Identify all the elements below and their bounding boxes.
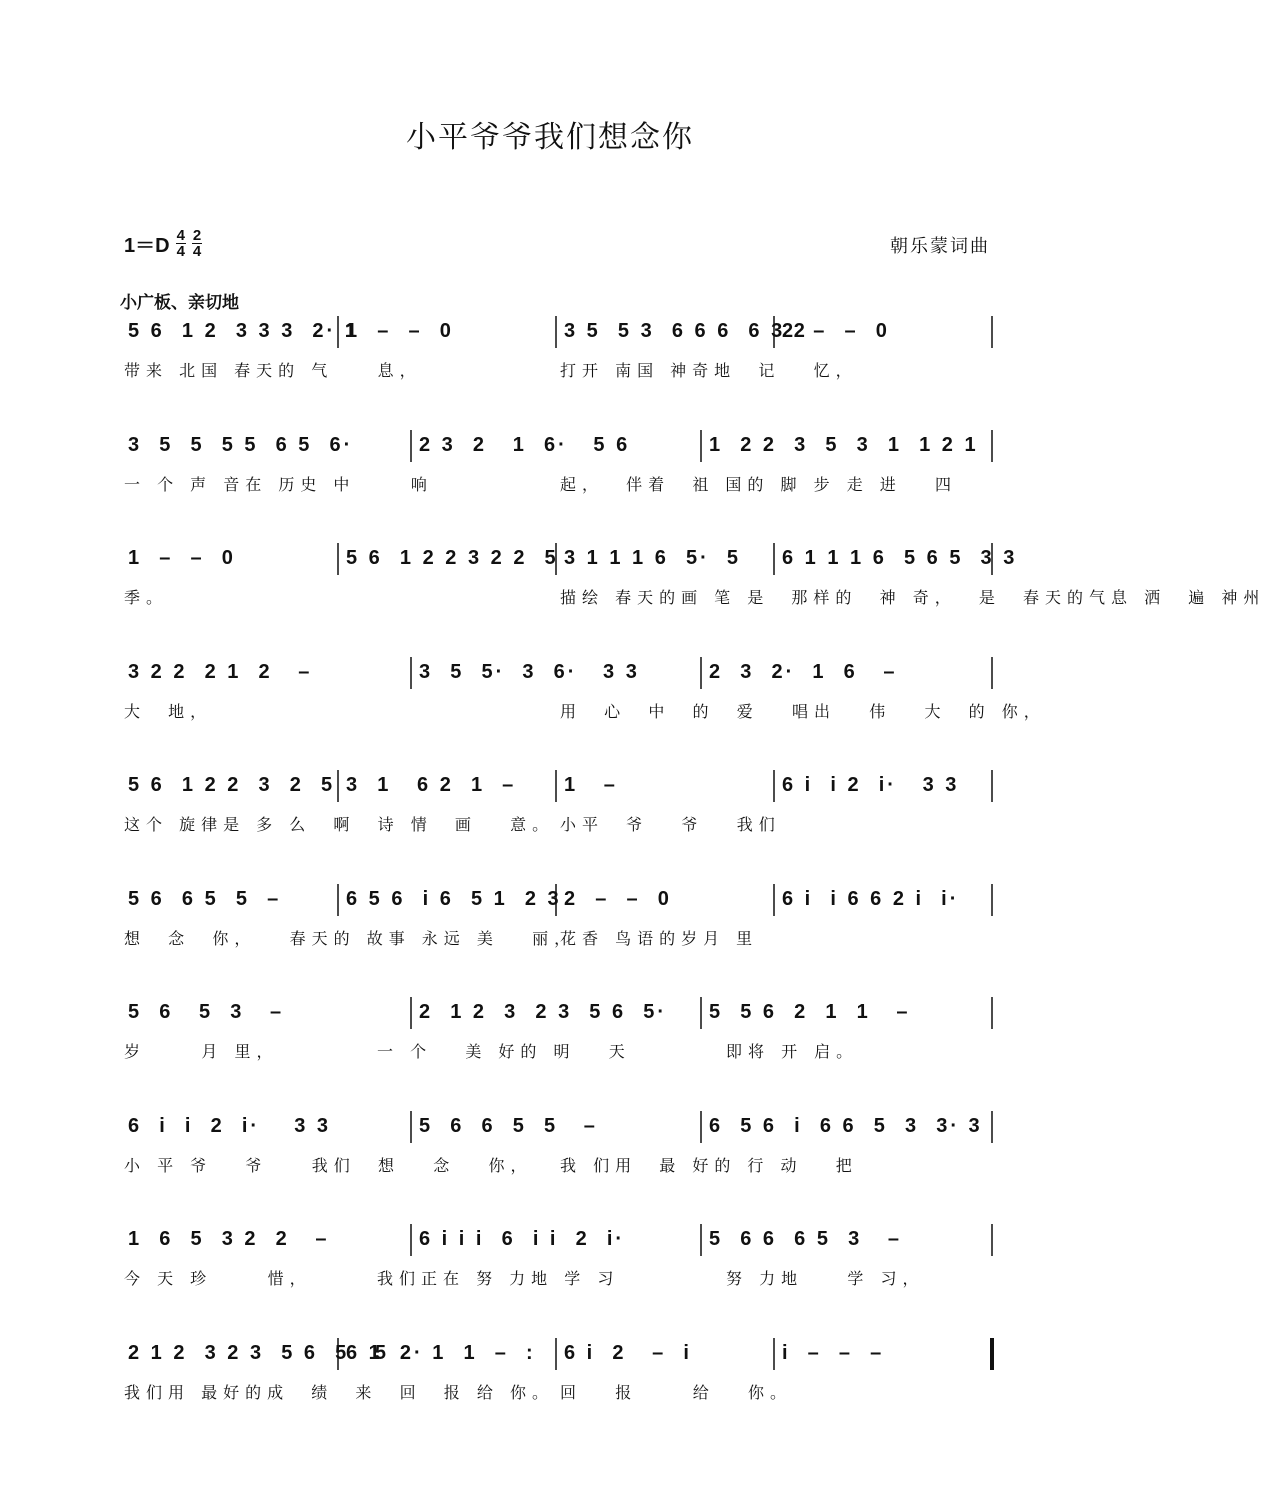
measure: 5 6 1 2 3 3 3 2· 1 bbox=[128, 320, 359, 342]
measure: 2 – – 0 bbox=[782, 320, 890, 342]
lyric-phrase: 这个 旋律是 多 么 啊 诗 情 画 意。 bbox=[124, 815, 555, 834]
measure: 2 3 2 1 6· 5 6 bbox=[419, 434, 631, 456]
key-signature bbox=[124, 228, 202, 259]
lyric-phrase: 用 心 中 的 爱 唱出 伟 大 的 你， bbox=[560, 702, 1046, 721]
measure: 6 5 6 i 6 5 1 2 3 bbox=[346, 888, 562, 910]
time-signature-1 bbox=[176, 228, 186, 259]
lyric-phrase: 岁 月 里， bbox=[124, 1042, 279, 1061]
measure: 6 i 2 – i bbox=[564, 1342, 692, 1364]
measure: 3 2 2 2 1 2 – bbox=[128, 661, 313, 683]
lyric-phrase: 我 们用 最 好的 行 动 把 bbox=[560, 1156, 858, 1175]
measure: 3 1 1 1 6 5· 5 bbox=[564, 547, 741, 569]
measure: 1 – – 0 bbox=[346, 320, 454, 342]
measure: 6 5 6 i 6 6 5 3 3· 3 bbox=[709, 1115, 983, 1137]
lyric-phrase: 打开 南国 神奇地 记 忆， bbox=[560, 361, 858, 380]
measure: 5 6 6 6 5 3 – bbox=[709, 1228, 902, 1250]
lyric-phrase: 想 念 你， 春天的 故事 永远 美 丽， bbox=[124, 929, 577, 948]
lyric-phrase: 一 个 美 好的 明 天 bbox=[377, 1042, 631, 1061]
measure: 5 6 6 5 5 – bbox=[419, 1115, 598, 1137]
tempo-marking: 小广板、亲切地 bbox=[120, 293, 239, 313]
measure: 6 i i 2 i· 3 3 bbox=[128, 1115, 332, 1137]
measure: 5 5 6 2 1 1 – bbox=[709, 1001, 911, 1023]
measure: 5 6 6 5 5 – bbox=[128, 888, 282, 910]
time-sig-1-denominator: 4 bbox=[176, 243, 185, 260]
measure: 5 6 1 2 2 3 2 2 5 bbox=[346, 547, 559, 569]
measure: 2 3 2· 1 6 – bbox=[709, 661, 898, 683]
measure: 5 6 5 3 – bbox=[128, 1001, 285, 1023]
composer-credit: 朝乐蒙词曲 bbox=[890, 236, 990, 257]
lyric-phrase: 起， 伴着 祖 国的 脚 步 走 进 四 bbox=[560, 475, 958, 494]
song-title: 小平爷爷我们想念你 bbox=[406, 120, 694, 155]
measure: 1 6 5 3 2 2 – bbox=[128, 1228, 330, 1250]
measure: 1 2 2 3 5 3 1 1 2 1 bbox=[709, 434, 979, 456]
measure: 6 i i 6 6 2 i i· bbox=[782, 888, 960, 910]
key-text: 1＝D bbox=[124, 235, 170, 257]
measure: 5 6 1 2 2 3 2 5 bbox=[128, 774, 336, 796]
time-sig-2-denominator: 4 bbox=[192, 243, 202, 260]
lyric-phrase: 努 力地 学 习， bbox=[726, 1269, 925, 1288]
measure: 2 1 2 3 2 3 5 6 5· bbox=[419, 1001, 668, 1023]
measure: i – – – bbox=[782, 1342, 885, 1364]
lyric-phrase: 带来 北国 春天的 气 息， bbox=[124, 361, 422, 380]
time-sig-1-numerator: 4 bbox=[176, 227, 185, 244]
lyric-phrase: 即将 开 启。 bbox=[726, 1042, 859, 1061]
lyric-phrase: 一 个 声 音在 历史 中 响 bbox=[124, 475, 433, 494]
measure: 6 i i 2 i· 3 3 bbox=[782, 774, 960, 796]
lyric-phrase: 季。 bbox=[124, 588, 169, 607]
lyric-phrase: 花香 鸟语的岁月 里 bbox=[560, 929, 759, 948]
time-sig-2-numerator: 2 bbox=[192, 227, 202, 244]
measure: 3 5 5 3 6 6 6 6 3 2 bbox=[564, 320, 808, 342]
lyric-phrase: 小 平 爷 爷 我们 想 念 你， bbox=[124, 1156, 533, 1175]
lyric-phrase: 大 地， bbox=[124, 702, 213, 721]
measure: 6 1 1 1 6 5 6 5 3 3 bbox=[782, 547, 1018, 569]
lyric-phrase: 今 天 珍 惜， bbox=[124, 1269, 312, 1288]
time-signature-2 bbox=[192, 228, 202, 259]
lyric-phrase: 描绘 春天的画 笔 是 那样的 神 奇， 是 春天的气息 洒 遍 神州 bbox=[560, 588, 1265, 607]
lyric-phrase: 回 报 给 你。 bbox=[560, 1383, 792, 1402]
measure: 3 5 5· 3 6· 3 3 bbox=[419, 661, 640, 683]
measure: 2 – – 0 bbox=[564, 888, 672, 910]
measure: 6 1 2· 1 1 – : bbox=[346, 1342, 536, 1364]
measure: 1 – – 0 bbox=[128, 547, 236, 569]
measure: 2 1 2 3 2 3 5 6 5 5 bbox=[128, 1342, 390, 1364]
measure: 1 – bbox=[564, 774, 618, 796]
measure: 6 i i i 6 i i 2 i· bbox=[419, 1228, 626, 1250]
lyric-phrase: 小平 爷 爷 我们 bbox=[560, 815, 781, 834]
measure: 3 1 6 2 1 – bbox=[346, 774, 517, 796]
lyric-phrase: 我们用 最好的成 绩 来 回 报 给 你。 bbox=[124, 1383, 554, 1402]
lyric-phrase: 我们正在 努 力地 学 习 bbox=[377, 1269, 620, 1288]
measure: 3 5 5 5 5 6 5 6· bbox=[128, 434, 354, 456]
